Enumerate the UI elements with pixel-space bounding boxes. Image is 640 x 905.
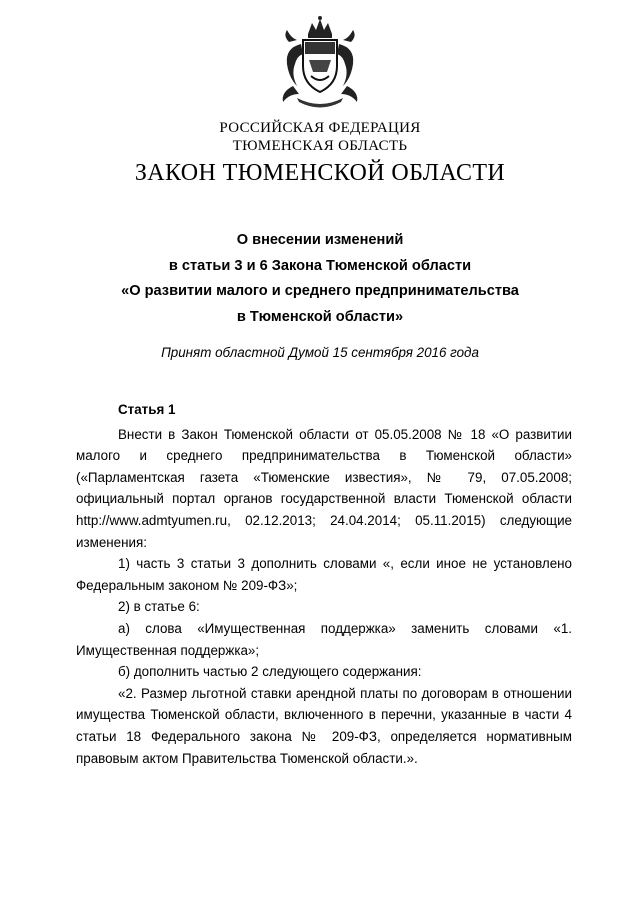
article-paragraph: 2) в статье 6:: [118, 599, 200, 615]
article-heading: Статья 1: [118, 402, 176, 417]
document-title: [0, 228, 640, 330]
article-body: [76, 399, 572, 769]
region-name: ТЮМЕНСКАЯ ОБЛАСТЬ: [232, 138, 408, 154]
title-line: в Тюменской области»: [236, 308, 404, 325]
title-line: О внесении изменений: [236, 232, 404, 248]
article-paragraph: 1) часть 3 статьи 3 дополнить словами «, если иное не установлено Федеральным законом № 209-ФЗ»;: [76, 556, 572, 593]
title-line: в статьи 3 и 6 Закона Тюменской области: [168, 257, 472, 274]
article-paragraph: «2. Размер льготной ставки арендной платы по договорам в отношении имущества Тюменской области, включенного в перечни, указанные в части 4 статьи 18 Федерального закона № 209-ФЗ, определяется нормативным правовым актом Правительства Тюменской области.».: [76, 685, 572, 766]
title-line: «О развитии малого и среднего предпринимательства: [121, 283, 519, 299]
adoption-note: Принят областной Думой 15 сентября 2016 года: [161, 345, 479, 360]
tyumen-oblast-coat-of-arms-icon: [275, 14, 365, 110]
country-name: РОССИЙСКАЯ ФЕДЕРАЦИЯ: [219, 120, 421, 136]
article-paragraph: б) дополнить частью 2 следующего содержания:: [118, 664, 422, 680]
article-paragraph: а) слова «Имущественная поддержка» заменить словами «1. Имущественная поддержка»;: [76, 620, 572, 658]
law-title: ЗАКОН ТЮМЕНСКОЙ ОБЛАСТИ: [134, 160, 506, 186]
article-paragraph: Внести в Закон Тюменской области от 05.05.2008 № 18 «О развитии малого и среднего предпринимательства в Тюменской области» («Парламентская газета «Тюменские известия», № 79, 07.05.2008; официальный портал органов государственной власти Тюменской области http://www.admtyumen.ru, 02.12.2013; 24.04.2014; 05.11.2015) следующие изменения:: [76, 426, 572, 550]
